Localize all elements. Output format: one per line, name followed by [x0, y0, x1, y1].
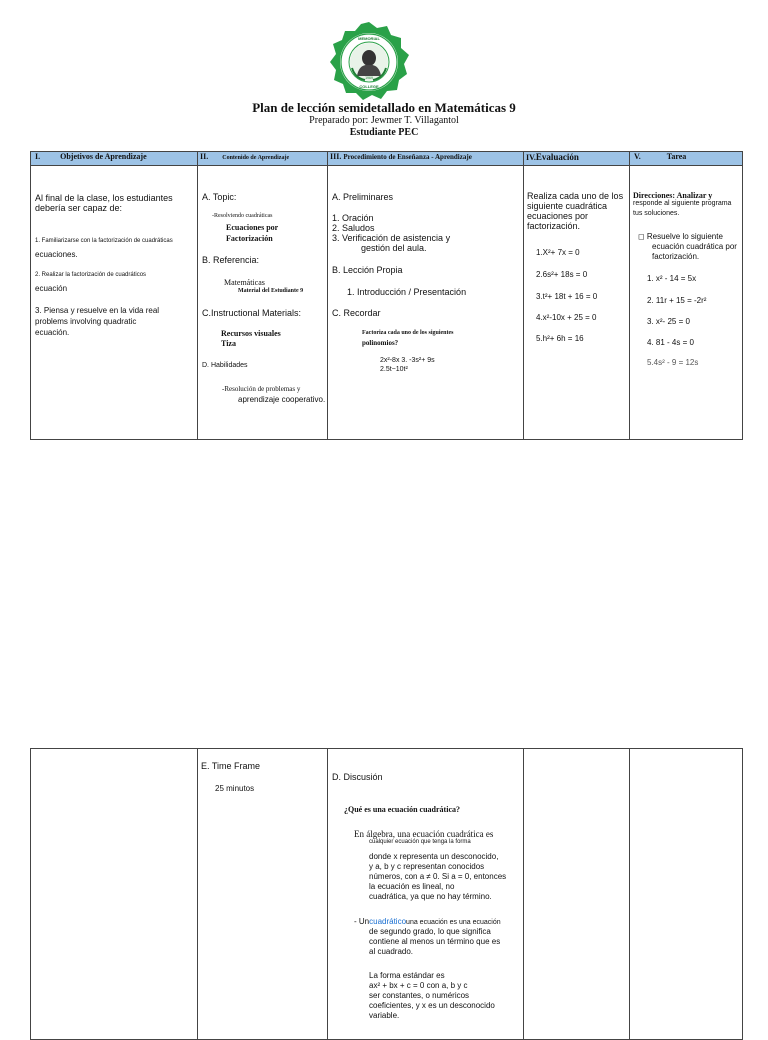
evaluation-instruction: ecuaciones por [527, 211, 589, 221]
discussion-text: contiene al menos un término que es [369, 937, 501, 946]
evaluation-item: 3.t²+ 18t + 16 = 0 [536, 292, 598, 301]
discussion-text: números, con a ≠ 0. Si a = 0, entonces [369, 872, 507, 881]
time-frame-label: E. Time Frame [201, 761, 261, 771]
preliminaries-item: 2. Saludos [332, 223, 375, 233]
preliminaries-item: gestión del aula. [361, 243, 427, 253]
homework-item: 5.4s² - 9 = 12s [647, 358, 699, 367]
column-label: Tarea [666, 152, 687, 161]
reference-text: Matemáticas [224, 278, 265, 287]
table-header-row [31, 152, 743, 166]
column-label: Objetivos de Aprendizaje [60, 152, 147, 161]
evaluation-item: 4.x²-10x + 25 = 0 [536, 313, 597, 322]
objectives-cell [31, 166, 198, 440]
discussion-text: de segundo grado, lo que significa [369, 927, 491, 936]
recall-polynomial: 2x²-8x 3. -3s²+ 9s [380, 357, 435, 364]
lesson-plan-title: Plan de lección semidetallado en Matemáticas 9 [252, 100, 516, 115]
lesson-label: B. Lección Propia [332, 265, 403, 275]
recall-instruction: polinomios? [362, 339, 399, 347]
objective-item: problems involving quadratic [35, 317, 137, 326]
table-body-row [31, 749, 743, 1040]
content-cell [198, 166, 328, 440]
svg-text:MEMORIAL: MEMORIAL [358, 36, 380, 41]
recall-label: C. Recordar [332, 308, 381, 318]
column-header-content [198, 152, 328, 166]
discussion-text: ax² + bx + c = 0 con a, b y c [369, 981, 468, 990]
column-header-objectives [31, 152, 198, 166]
evaluation-item: 2.6s²+ 18s = 0 [536, 270, 588, 279]
svg-text:COLLEGE: COLLEGE [359, 84, 379, 89]
homework-cell [630, 166, 743, 440]
author-role: Estudiante PEC [349, 127, 419, 138]
discussion-text: la ecuación es lineal, no [369, 882, 455, 891]
homework-item: 1. x² - 14 = 5x [647, 274, 697, 283]
discussion-text: al cuadrado. [369, 947, 414, 956]
column-number: V. [634, 152, 641, 161]
reference-label: B. Referencia: [202, 255, 260, 265]
discussion-text: cualquier ecuación que tenga la forma [369, 839, 471, 845]
time-frame-value: 25 minutos [215, 784, 255, 793]
objectives-cell [31, 749, 198, 1040]
topic-title: Factorización [226, 234, 273, 243]
discussion-question: ¿Qué es una ecuación cuadrática? [344, 805, 460, 814]
homework-item: 3. x²- 25 = 0 [647, 317, 690, 326]
homework-directions: Direcciones: Analizar y [633, 191, 713, 200]
materials-item: Recursos visuales [221, 329, 281, 338]
skills-text: -Resolución de problemas y [222, 385, 301, 393]
objective-item: 3. Piensa y resuelve en la vida real [35, 306, 160, 315]
column-number: I. [35, 152, 41, 161]
reference-text: Material del Estudiante 9 [238, 288, 304, 294]
discussion-text: ser constantes, o numéricos [369, 991, 470, 1000]
homework-item: 4. 81 - 4s = 0 [647, 338, 694, 347]
table-body-row [31, 166, 743, 440]
discussion-text: y a, b y c representan conocidos [369, 862, 485, 871]
column-number: II. [200, 152, 209, 161]
procedure-cell [328, 749, 524, 1040]
discussion-text-prefix: - Un [354, 917, 370, 926]
column-number: III. [330, 152, 342, 161]
evaluation-instruction: factorización. [527, 221, 581, 231]
evaluation-cell [524, 749, 630, 1040]
procedure-cell [328, 166, 524, 440]
objective-item: 2. Realizar la factorización de cuadráticos [35, 272, 147, 278]
topic-subtitle: -Resolviendo cuadráticas [212, 213, 273, 219]
column-label: Evaluación [535, 152, 579, 162]
preliminaries-label: A. Preliminares [332, 192, 394, 202]
column-number: IV. [526, 153, 536, 162]
skills-text: aprendizaje cooperativo. [238, 395, 326, 404]
preliminaries-item: 3. Verificación de asistencia y [332, 233, 451, 243]
school-seal-logo [326, 22, 412, 102]
skills-label: D. Habilidades [202, 362, 248, 369]
homework-item: 2. 11r + 15 = -2r² [647, 296, 707, 305]
prepared-by: Preparado por: Jewmer T. Villagantol [309, 115, 459, 126]
discussion-text: En álgebra, una ecuación cuadrática es [354, 829, 494, 839]
discussion-text: donde x representa un desconocido, [369, 852, 499, 861]
lesson-plan-table [30, 151, 743, 440]
preliminaries-item: 1. Oración [332, 213, 374, 223]
lesson-item: 1. Introducción / Presentación [347, 287, 467, 297]
objective-item: ecuación. [35, 328, 70, 337]
homework-directions: tus soluciones. [633, 210, 680, 217]
objective-item: ecuación [35, 284, 68, 293]
discussion-text: variable. [369, 1011, 400, 1020]
evaluation-instruction: siguiente cuadrática [527, 201, 608, 211]
evaluation-item: 5.h²+ 6h = 16 [536, 334, 584, 343]
topic-title: Ecuaciones por [226, 223, 279, 232]
materials-item: Tiza [221, 339, 236, 348]
objectives-intro: debería ser capaz de: [35, 203, 123, 213]
homework-cell [630, 749, 743, 1040]
discussion-text: La forma estándar es [369, 971, 445, 980]
column-header-homework [630, 152, 743, 166]
evaluation-instruction: Realiza cada uno de los [527, 191, 624, 201]
objective-item: 1. Familiarizarse con la factorización de cuadráticas [35, 238, 173, 244]
discussion-text-rest: una ecuación es una ecuación [406, 919, 501, 926]
evaluation-cell [524, 166, 630, 440]
column-label: Procedimiento de Enseñanza - Aprendizaje [343, 153, 472, 161]
content-cell [198, 749, 328, 1040]
topic-label: A. Topic: [202, 192, 237, 202]
homework-directions: responde al siguiente programa [633, 200, 732, 207]
evaluation-item: 1.X²+ 7x = 0 [536, 248, 580, 257]
objective-item: ecuaciones. [35, 250, 78, 259]
recall-polynomial: 2.5t−10t² [380, 366, 408, 373]
quadratic-link[interactable]: cuadrático [369, 917, 407, 926]
recall-instruction: Factoriza cada uno de los siguientes [362, 330, 454, 336]
objectives-intro: Al final de la clase, los estudiantes [35, 193, 173, 203]
svg-text:1969: 1969 [365, 76, 373, 80]
homework-bullet: ecuación cuadrática por [652, 242, 737, 251]
lesson-plan-continuation-table [30, 748, 743, 1040]
discussion-label: D. Discusión [332, 772, 383, 782]
materials-label: C.Instructional Materials: [202, 308, 302, 318]
discussion-text [354, 917, 501, 926]
discussion-text: cuadrática, ya que no hay término. [369, 892, 492, 901]
homework-bullet: factorización. [652, 252, 700, 261]
homework-bullet: ◻ Resuelve lo siguiente [638, 232, 723, 241]
discussion-text: coeficientes, y x es un desconocido [369, 1001, 495, 1010]
column-header-evaluation [524, 152, 630, 166]
column-label: Contenido de Aprendizaje [222, 155, 290, 161]
column-header-procedure [328, 152, 524, 166]
